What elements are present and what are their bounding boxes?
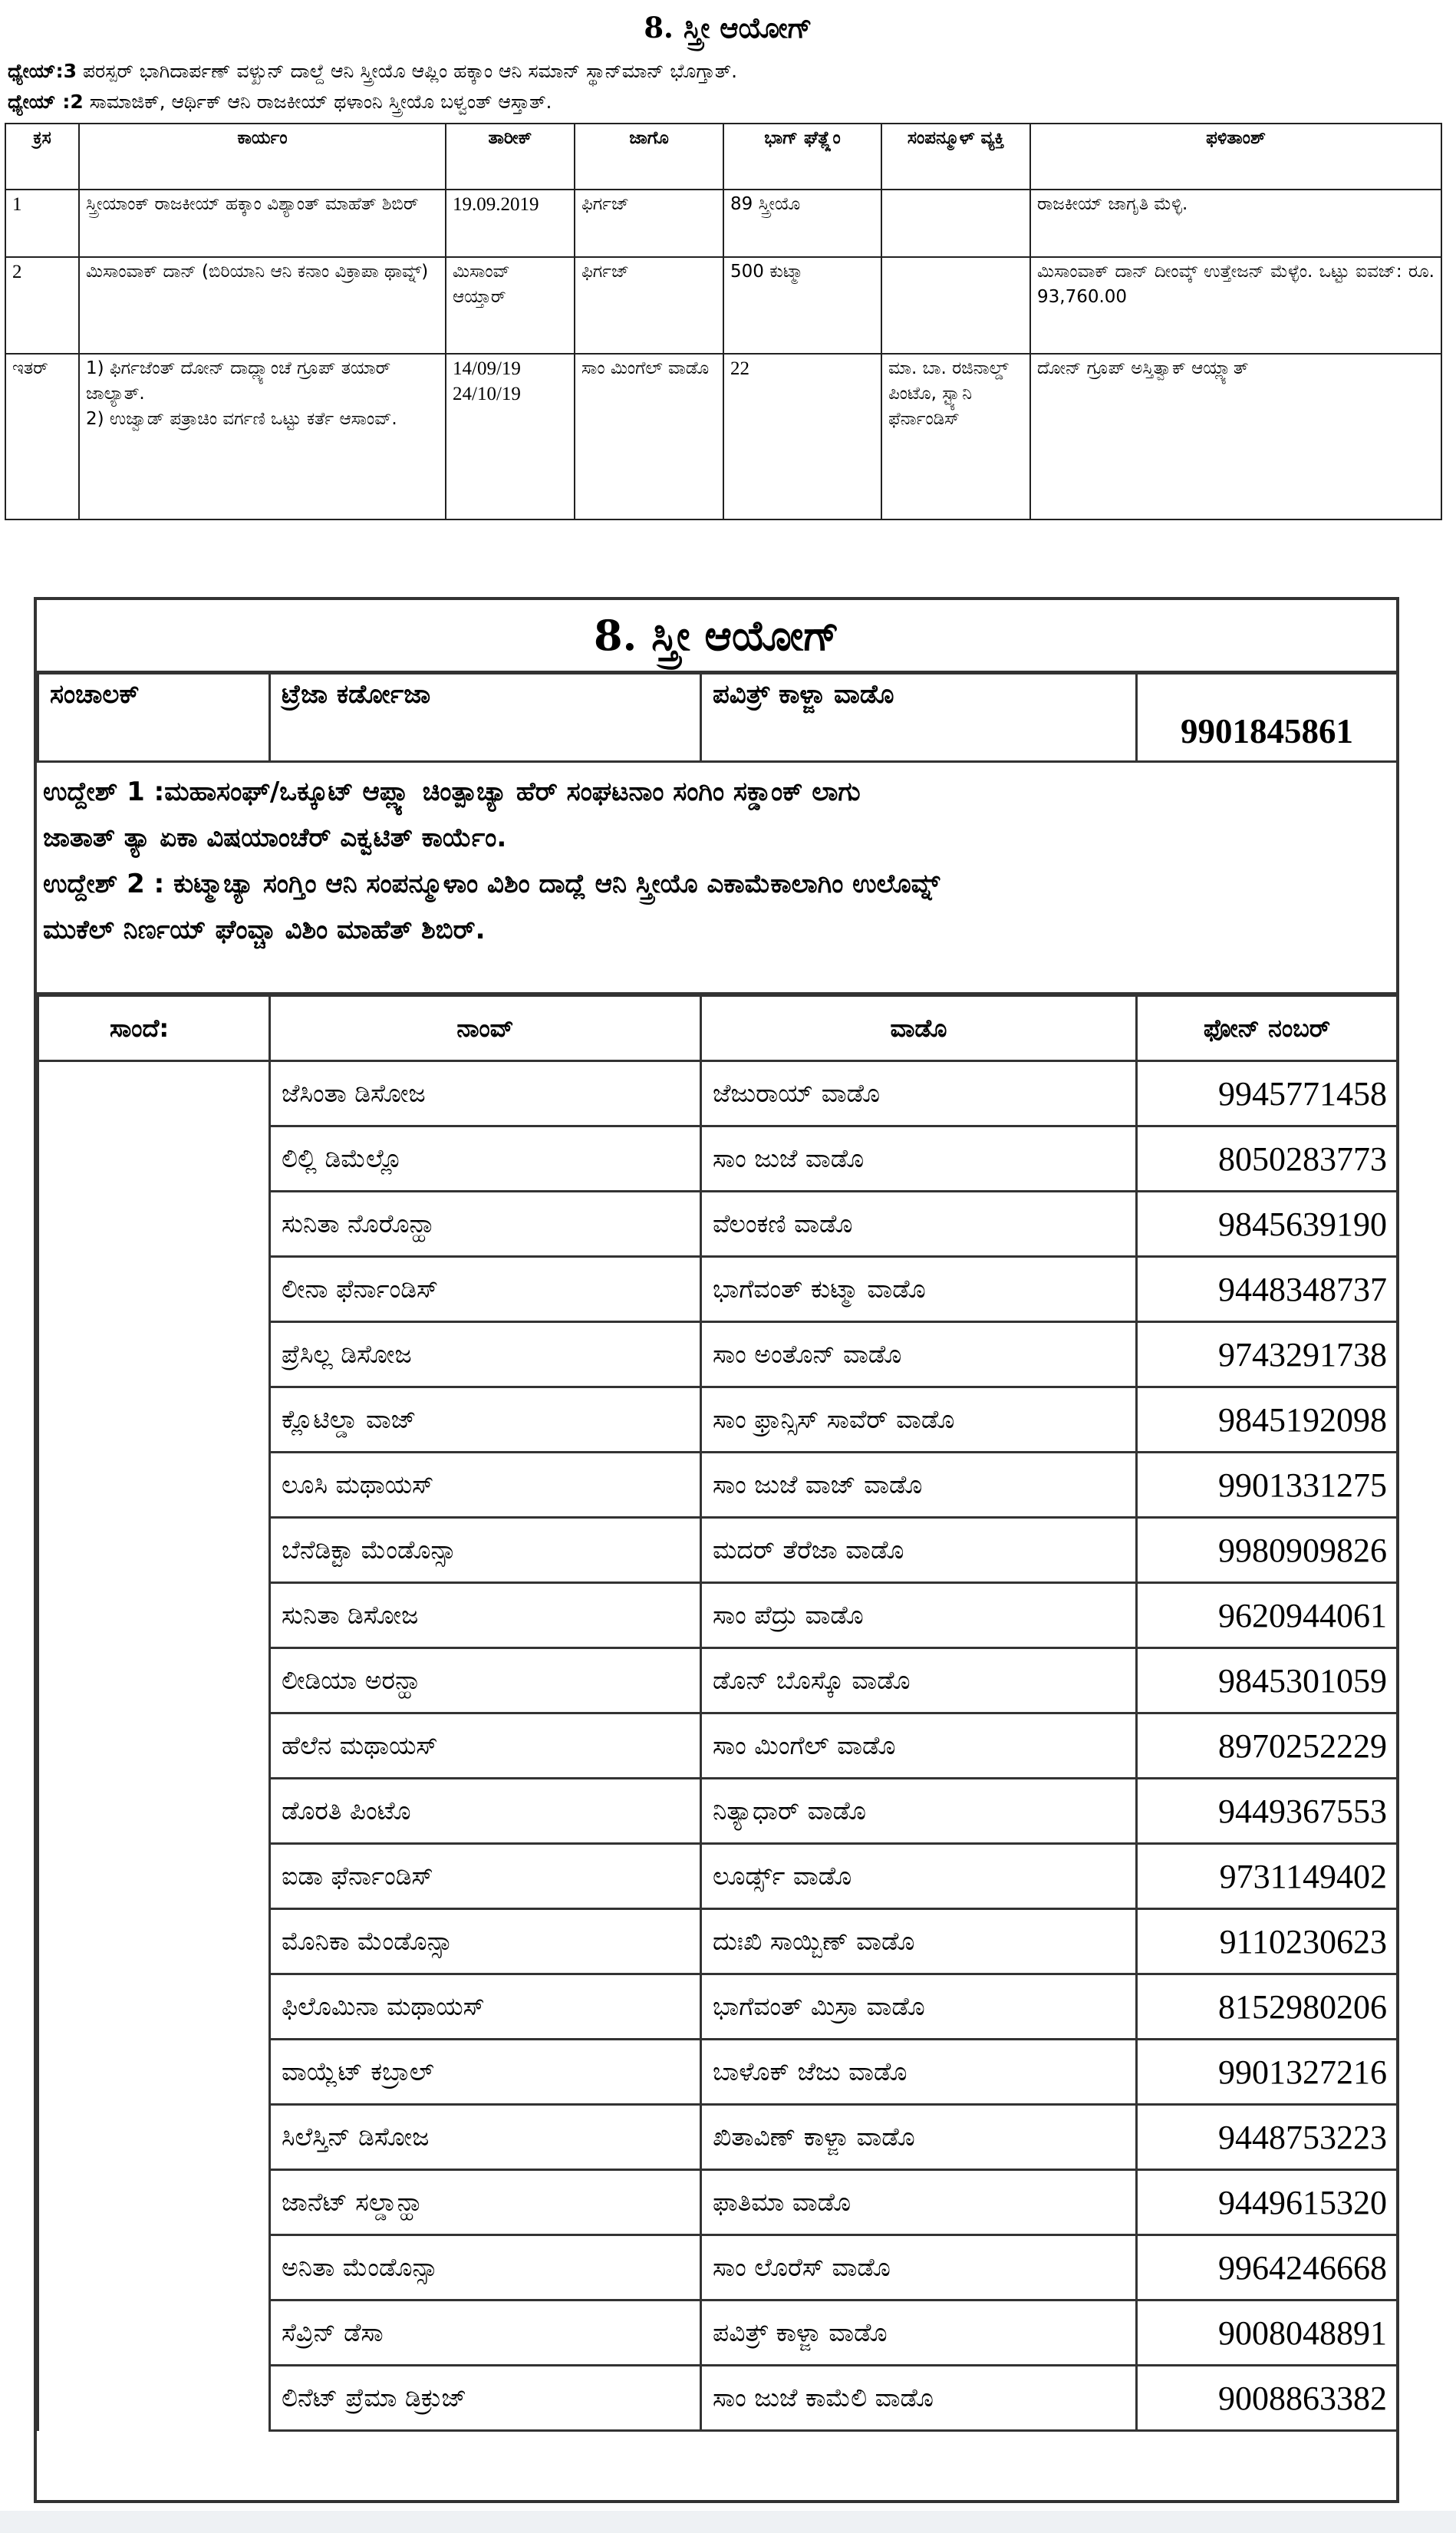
table-row [38, 1257, 1398, 1322]
member-phone: 9448348737 [1137, 1257, 1398, 1322]
members-label-cell [38, 1583, 270, 1648]
member-ward: ಸಾಂ ಫ್ರಾನ್ಸಿಸ್ ಸಾವೆರ್ ವಾಡೊ [701, 1387, 1137, 1453]
member-ward: ಸಾಂ ಲೊರೆಸ್ ವಾಡೊ [701, 2235, 1137, 2300]
objective-1-line: ಜಾತಾತ್ ತ್ಯಾ ಏಕಾ ವಿಷಯಾಂಚೆರ್ ಎಕ್ವಟಿತ್ ಕಾರ್ಯೆಂ. [43, 823, 507, 853]
col-header-activity: ಕಾರ್ಯಂ [79, 124, 446, 190]
table-row [38, 2300, 1398, 2366]
col-header-ward: ವಾಡೊ [701, 996, 1137, 1061]
goal-2-line [8, 91, 552, 114]
row-activity: ಸ್ತ್ರೀಯಾಂಕ್ ರಾಜಕೀಯ್ ಹಕ್ಕಾಂ ವಿಶ್ಯಾಂತ್ ಮಾಹೆತ್ ಶಿಬಿರ್ [79, 190, 446, 257]
member-phone: 9008863382 [1137, 2366, 1398, 2431]
members-label-cell [38, 1648, 270, 1713]
objective-1-line: ಉದ್ದೇಶ್ 1 :ಮಹಾಸಂಘ್/ಒಕ್ಕೂಟ್ ಆಪ್ಲ್ಯಾ ಚಿಂತ್ಪಾಚ್ಯಾ ಹೆರ್ ಸಂಘಟನಾಂ ಸಂಗಿಂ ಸಕ್ಡಾಂಕ್ ಲಾಗು [43, 777, 861, 807]
col-header-result: ಫಳಿತಾಂಶ್ [1030, 124, 1441, 190]
col-header-resource-person: ಸಂಪನ್ಮೂಳ್ ವ್ಯಕ್ತಿ [881, 124, 1030, 190]
row-place: ಫಿರ್ಗಜ್ [575, 190, 723, 257]
row-serial: 1 [5, 190, 79, 257]
member-phone: 9008048891 [1137, 2300, 1398, 2366]
member-phone: 9731149402 [1137, 1844, 1398, 1909]
member-name: ಜೆಸಿಂತಾ ಡಿಸೋಜ [270, 1061, 701, 1126]
members-label-cell [38, 1387, 270, 1453]
member-ward: ಮದರ್ ತೆರೆಜಾ ವಾಡೊ [701, 1518, 1137, 1583]
row-participants: 500 ಕುಟ್ಮಾ [723, 257, 881, 354]
row-serial: ಇತರ್ [5, 354, 79, 519]
member-name: ಸೆವ್ರಿನ್ ಡೆಸಾ [270, 2300, 701, 2366]
member-phone: 9449367553 [1137, 1779, 1398, 1844]
row-date: 19.09.2019 [446, 190, 575, 257]
member-ward: ಸಾಂ ಪೆದ್ರು ವಾಡೊ [701, 1583, 1137, 1648]
members-label-cell [38, 2366, 270, 2431]
table-row [38, 2170, 1398, 2235]
table-row [38, 1126, 1398, 1192]
member-ward: ಸಾಂ ಅಂತೊನ್ ವಾಡೊ [701, 1322, 1137, 1387]
table-row [38, 1387, 1398, 1453]
member-ward: ದುಃಖಿ ಸಾಯ್ಬಿಣ್ ವಾಡೊ [701, 1909, 1137, 1974]
row-activity [79, 354, 446, 519]
row-date-item: 14/09/19 [453, 358, 521, 379]
convenor-label: ಸಂಚಾಲಕ್ [38, 674, 270, 762]
goal-2-text: ಸಾಮಾಜಿಕ್, ಆರ್ಥಿಕ್ ಆನಿ ರಾಜಕೀಯ್ ಥಳಾಂನಿ ಸ್ತ್ರೀಯೊ ಬಳ್ವಂತ್ ಆಸ್ತಾತ್. [83, 91, 552, 113]
member-name: ಹೆಲೆನ ಮಥಾಯಸ್ [270, 1713, 701, 1779]
objective-2-line: ಮುಕೆಲ್ ನಿರ್ಣಯ್ ಘೆಂವ್ಚಾ ವಿಶಿಂ ಮಾಹೆತ್ ಶಿಬಿರ್. [43, 915, 486, 945]
row-date-item: 24/10/19 [453, 384, 521, 404]
table-row [5, 354, 1441, 519]
objective-2-line: ಉದ್ದೇಶ್ 2 : ಕುಟ್ಮಾಚ್ಯಾ ಸಂಗ್ತಿಂ ಆನಿ ಸಂಪನ್ಮೂಳಾಂ ವಿಶಿಂ ದಾದ್ಲೆ ಆನಿ ಸ್ತ್ರೀಯೊ ಎಕಾಮೆಕಾಲಾಗಿಂ ಉಲೊವ್ನ್ [43, 869, 940, 899]
members-label-cell [38, 2040, 270, 2105]
member-phone: 9449615320 [1137, 2170, 1398, 2235]
table-row [38, 1453, 1398, 1518]
table-row [5, 190, 1441, 257]
member-ward: ಬಾಳೊಕ್ ಜೆಜು ವಾಡೊ [701, 2040, 1137, 2105]
member-phone: 8970252229 [1137, 1713, 1398, 1779]
section2-title: 8. ಸ್ತ್ರೀ ಆಯೋಗ್ [37, 600, 1396, 673]
members-label-cell [38, 2170, 270, 2235]
members-table [37, 994, 1398, 2432]
members-body [38, 1061, 1398, 2431]
member-ward: ಪವಿತ್ರ್ ಕಾಳ್ಜಾ ವಾಡೊ [701, 2300, 1137, 2366]
members-label-cell [38, 2105, 270, 2170]
members-label-cell [38, 1257, 270, 1322]
col-header-date: ತಾರೀಕ್ [446, 124, 575, 190]
table-row [38, 1909, 1398, 1974]
members-label-cell [38, 1453, 270, 1518]
member-ward: ವೆಲಂಕಣಿ ವಾಡೊ [701, 1192, 1137, 1257]
col-header-serial: ಕ್ರಸ [5, 124, 79, 190]
members-label-cell [38, 1713, 270, 1779]
member-name: ಕ್ಲೊಟಿಲ್ಡಾ ವಾಜ್ [270, 1387, 701, 1453]
members-label-cell [38, 1909, 270, 1974]
convenor-name: ಟ್ರೆಜಾ ಕರ್ಡೋಜಾ [270, 674, 701, 762]
goal-3-label: ಧ್ಯೇಯ್:3 [8, 60, 77, 82]
member-name: ಫಿಲೊಮಿನಾ ಮಥಾಯಸ್ [270, 1974, 701, 2040]
row-date [446, 354, 575, 519]
member-phone: 8152980206 [1137, 1974, 1398, 2040]
col-header-participants: ಭಾಗ್ ಘೆತ್ಲ್ಲೆಂ [723, 124, 881, 190]
member-ward: ಡೊನ್ ಬೊಸ್ಕೊ ವಾಡೊ [701, 1648, 1137, 1713]
member-phone: 8050283773 [1137, 1126, 1398, 1192]
members-label-cell [38, 1322, 270, 1387]
members-label-cell [38, 2300, 270, 2366]
table-row [38, 1322, 1398, 1387]
member-phone: 9620944061 [1137, 1583, 1398, 1648]
member-name: ಸುನಿತಾ ನೊರೊನ್ಹಾ [270, 1192, 701, 1257]
section1-title: 8. ಸ್ತ್ರೀ ಆಯೋಗ್ [644, 11, 812, 45]
member-name: ಅನಿತಾ ಮೆಂಡೊನ್ಸಾ [270, 2235, 701, 2300]
table-row [38, 2366, 1398, 2431]
row-resource-person [881, 190, 1030, 257]
convenor-phone: 9901845861 [1137, 674, 1398, 762]
row-place: ಫಿರ್ಗಜ್ [575, 257, 723, 354]
convenor-ward: ಪವಿತ್ರ್ ಕಾಳ್ಜಾ ವಾಡೊ [701, 674, 1137, 762]
member-ward: ಸಾಂ ಜುಜೆ ವಾಡೊ [701, 1126, 1137, 1192]
col-header-phone: ಫೋನ್ ನಂಬರ್ [1137, 996, 1398, 1061]
row-serial: 2 [5, 257, 79, 354]
row-resource-person: ಮಾ. ಬಾ. ರಜಿನಾಲ್ಡ್ ಪಿಂಟೊ, ಸ್ಟ್ಯಾನಿ ಫೆರ್ನಾಂಡಿಸ್ [881, 354, 1030, 519]
bottom-bar [0, 2511, 1456, 2533]
member-ward: ಸಾಂ ಜುಜೆ ವಾಜ್ ವಾಡೊ [701, 1453, 1137, 1518]
members-label-cell [38, 2235, 270, 2300]
member-phone: 9980909826 [1137, 1518, 1398, 1583]
table-row [38, 2040, 1398, 2105]
member-name: ಲೀನಾ ಫೆರ್ನಾಂಡಿಸ್ [270, 1257, 701, 1322]
member-name: ಜಾನೆಟ್ ಸಲ್ಡಾನ್ಹಾ [270, 2170, 701, 2235]
members-label-cell [38, 1844, 270, 1909]
members-label-cell [38, 1518, 270, 1583]
table-row [38, 2105, 1398, 2170]
member-phone: 9110230623 [1137, 1909, 1398, 1974]
row-activity: ಮಿಸಾಂವಾಕ್ ದಾನ್ (ಬಿರಿಯಾನಿ ಆನಿ ಕನಾಂ ವಿಕ್ರಾಪಾ ಥಾವ್ನ್) [79, 257, 446, 354]
convenor-row [37, 672, 1398, 763]
member-name: ಸಿಲೆಸ್ತಿನ್ ಡಿಸೋಜ [270, 2105, 701, 2170]
row-participants: 89 ಸ್ತ್ರೀಯೊ [723, 190, 881, 257]
col-header-place: ಜಾಗೊ [575, 124, 723, 190]
table-row [38, 1713, 1398, 1779]
member-ward: ಜೆಜುರಾಯ್ ವಾಡೊ [701, 1061, 1137, 1126]
goal-2-label: ಧ್ಯೇಯ್ :2 [8, 91, 84, 113]
member-phone: 9901327216 [1137, 2040, 1398, 2105]
table-row [38, 1648, 1398, 1713]
member-phone: 9743291738 [1137, 1322, 1398, 1387]
row-activity-item: 1) ಫಿರ್ಗಜೆಂತ್ ದೋನ್ ದಾದ್ಲ್ಯಾಂಚೆ ಗ್ರೂಪ್ ತಯಾರ್ ಜಾಲ್ಯಾತ್. [86, 358, 391, 404]
member-name: ಲೂಸಿ ಮಥಾಯಸ್ [270, 1453, 701, 1518]
member-ward: ಲೂರ್ಡ್ಸ್ ವಾಡೊ [701, 1844, 1137, 1909]
member-phone: 9845192098 [1137, 1387, 1398, 1453]
table-row [38, 1061, 1398, 1126]
member-name: ಸುನಿತಾ ಡಿಸೋಜ [270, 1583, 701, 1648]
row-result: ಮಿಸಾಂವಾಕ್ ದಾನ್ ದೀಂವ್ಕ್ ಉತ್ತೇಜನ್ ಮೆಳ್ಳೆಂ. ಒಟ್ಟು ಐವಜ್: ರೂ. 93,760.00 [1030, 257, 1441, 354]
member-ward: ಭಾಗೆವಂತ್ ಕುಟ್ಮಾ ವಾಡೊ [701, 1257, 1137, 1322]
table-row [38, 1974, 1398, 2040]
table-row [38, 1583, 1398, 1648]
members-label-cell [38, 1974, 270, 2040]
table-row [38, 1844, 1398, 1909]
row-date: ಮಿಸಾಂವ್ ಆಯ್ತಾರ್ [446, 257, 575, 354]
member-phone: 9945771458 [1137, 1061, 1398, 1126]
member-phone: 9845639190 [1137, 1192, 1398, 1257]
member-name: ಲೀಡಿಯಾ ಅರನ್ಹಾ [270, 1648, 701, 1713]
members-label-cell [38, 1126, 270, 1192]
members-label-cell [38, 1779, 270, 1844]
member-name: ಡೊರತಿ ಪಿಂಟೊ [270, 1779, 701, 1844]
member-ward: ಸಾಂ ಜುಜೆ ಕಾಮೆಲಿ ವಾಡೊ [701, 2366, 1137, 2431]
col-header-name: ನಾಂವ್ [270, 996, 701, 1061]
member-name: ಲಿನೆಟ್ ಪ್ರೆಮಾ ಡಿಕ್ರುಜ್ [270, 2366, 701, 2431]
table-row [5, 257, 1441, 354]
member-phone: 9964246668 [1137, 2235, 1398, 2300]
row-place: ಸಾಂ ಮಿಂಗೆಲ್ ವಾಡೊ [575, 354, 723, 519]
member-phone: 9845301059 [1137, 1648, 1398, 1713]
row-resource-person [881, 257, 1030, 354]
members-label-cell [38, 1192, 270, 1257]
member-phone: 9448753223 [1137, 2105, 1398, 2170]
row-result: ದೋನ್ ಗ್ರೂಪ್ ಅಸ್ತಿತ್ವಾಕ್ ಆಯ್ಲ್ಯಾತ್ [1030, 354, 1441, 519]
member-ward: ಖಿತಾವಿಣ್ ಕಾಳ್ಜಾ ವಾಡೊ [701, 2105, 1137, 2170]
objectives-box [37, 754, 1396, 994]
member-ward: ಸಾಂ ಮಿಂಗೆಲ್ ವಾಡೊ [701, 1713, 1137, 1779]
row-participants: 22 [723, 354, 881, 519]
member-name: ಲಿಲ್ಲಿ ಡಿಮೆಲ್ಲೊ [270, 1126, 701, 1192]
members-label-cell [38, 1061, 270, 1126]
member-name: ಮೊನಿಕಾ ಮೆಂಡೊನ್ಸಾ [270, 1909, 701, 1974]
member-name: ಐಡಾ ಫೆರ್ನಾಂಡಿಸ್ [270, 1844, 701, 1909]
table-row [38, 1518, 1398, 1583]
goal-3-line [8, 60, 737, 83]
member-ward: ಫಾತಿಮಾ ವಾಡೊ [701, 2170, 1137, 2235]
member-name: ಪ್ರೆಸಿಲ್ಲ ಡಿಸೋಜ [270, 1322, 701, 1387]
table-row [38, 1779, 1398, 1844]
row-activity-item: 2) ಉಜ್ವಾಡ್ ಪತ್ರಾಚಿಂ ವರ್ಗಣಿ ಒಟ್ಟು ಕರ್ತೆ ಆಸಾಂವ್. [86, 409, 397, 429]
goal-3-text: ಪರಸ್ಪರ್ ಭಾಗಿದಾರ್ಪಣ್ ವಳ್ಖುನ್ ದಾಲ್ದೆ ಆನಿ ಸ್ತ್ರೀಯೊ ಆಪ್ಲಿಂ ಹಕ್ಕಾಂ ಆನಿ ಸಮಾನ್ ಸ್ಥಾನ್‌ಮಾನ್ ಭೊಗ್ತಾತ್. [77, 60, 738, 82]
table-row [38, 2235, 1398, 2300]
member-ward: ನಿತ್ಯಾಧಾರ್ ವಾಡೊ [701, 1779, 1137, 1844]
col-header-members: ಸಾಂದೆ: [38, 996, 270, 1061]
member-name: ಬೆನೆಡಿಕ್ಟಾ ಮೆಂಡೊನ್ಸಾ [270, 1518, 701, 1583]
row-result: ರಾಜಕೀಯ್ ಜಾಗೃತಿ ಮೆಳ್ಳಿ. [1030, 190, 1441, 257]
member-name: ವಾಯ್ಲೆಟ್ ಕಬ್ರಾಲ್ [270, 2040, 701, 2105]
member-phone: 9901331275 [1137, 1453, 1398, 1518]
table-row [38, 1192, 1398, 1257]
activities-table [5, 123, 1442, 520]
member-ward: ಭಾಗೆವಂತ್ ಮಿಸ್ರಾ ವಾಡೊ [701, 1974, 1137, 2040]
